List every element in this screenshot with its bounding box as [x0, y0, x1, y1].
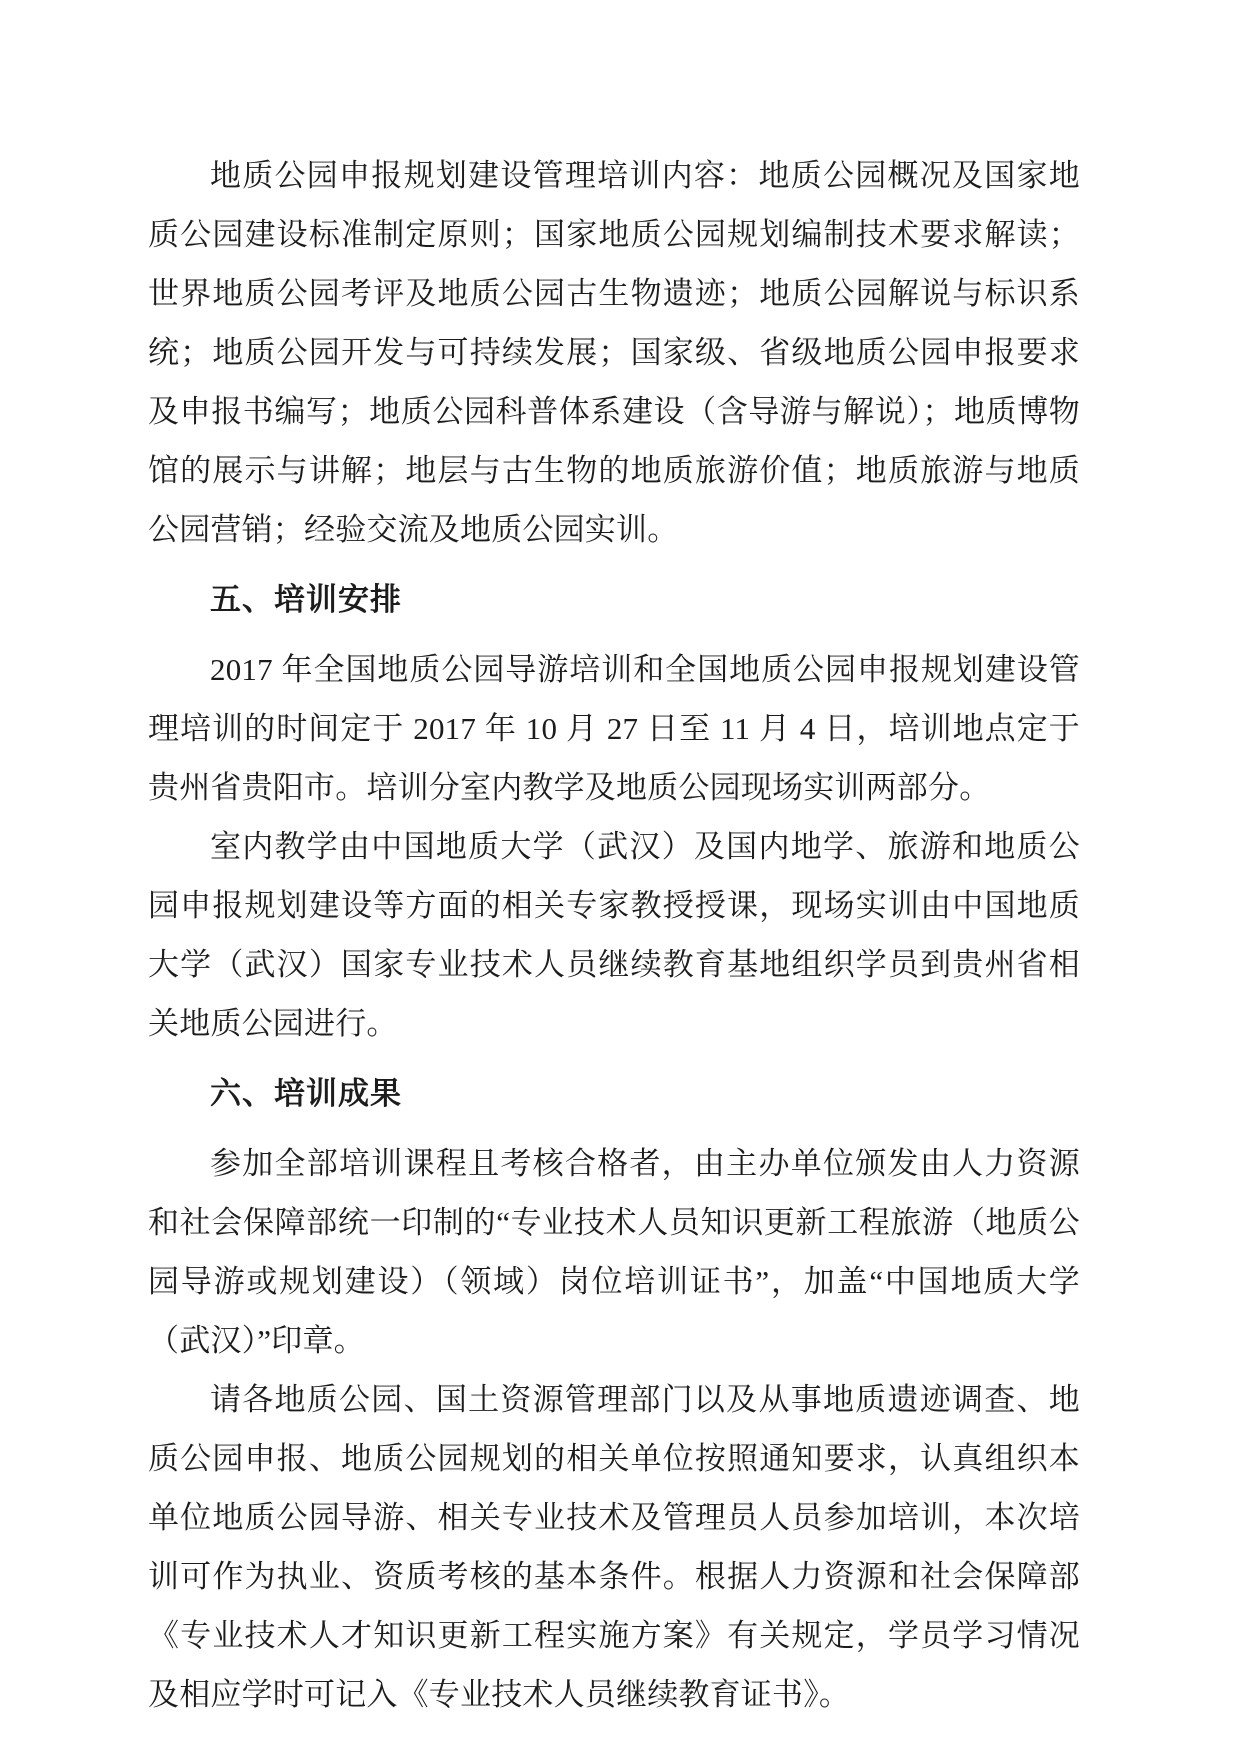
section-heading-6-training-results: 六、培训成果 [210, 1076, 402, 1111]
section-heading-5-training-schedule: 五、培训安排 [210, 582, 402, 617]
paragraph-participation-requirements: 请各地质公园、国土资源管理部门以及从事地质遗迹调查、地质公园申报、地质公园规划的相关单位按照通知要求，认真组织本单位地质公园导游、相关专业技术及管理员人员参加培训，本次培训可作为执业、资质考核的基本条件。根据人力资源和社会保障部《专业技术人才知识更新工程实施方案》有关规定，学员学习情况及相应学时可记入《专业技术人员继续教育证书》。 [148, 1382, 1080, 1712]
paragraph-certificate: 参加全部培训课程且考核合格者，由主办单位颁发由人力资源和社会保障部统一印制的“专业技术人员知识更新工程旅游（地质公园导游或规划建设）（领域）岗位培训证书”，加盖“中国地质大学（武汉）”印章。 [148, 1146, 1080, 1358]
paragraph-schedule-dates: 2017 年全国地质公园导游培训和全国地质公园申报规划建设管理培训的时间定于 2017 年 10 月 27 日至 11 月 4 日，培训地点定于贵州省贵阳市。培训分室内教学及地质公园现场实训两部分。 [148, 652, 1080, 805]
paragraph-training-content: 地质公园申报规划建设管理培训内容：地质公园概况及国家地质公园建设标准制定原则；国家地质公园规划编制技术要求解读；世界地质公园考评及地质公园古生物遗迹；地质公园解说与标识系统；地质公园开发与可持续发展；国家级、省级地质公园申报要求及申报书编写；地质公园科普体系建设（含导游与解说）；地质博物馆的展示与讲解；地层与古生物的地质旅游价值；地质旅游与地质公园营销；经验交流及地质公园实训。 [148, 158, 1080, 547]
paragraph-indoor-teaching: 室内教学由中国地质大学（武汉）及国内地学、旅游和地质公园申报规划建设等方面的相关专家教授授课，现场实训由中国地质大学（武汉）国家专业技术人员继续教育基地组织学员到贵州省相关地质公园进行。 [148, 829, 1080, 1041]
document-body [148, 146, 1080, 1724]
